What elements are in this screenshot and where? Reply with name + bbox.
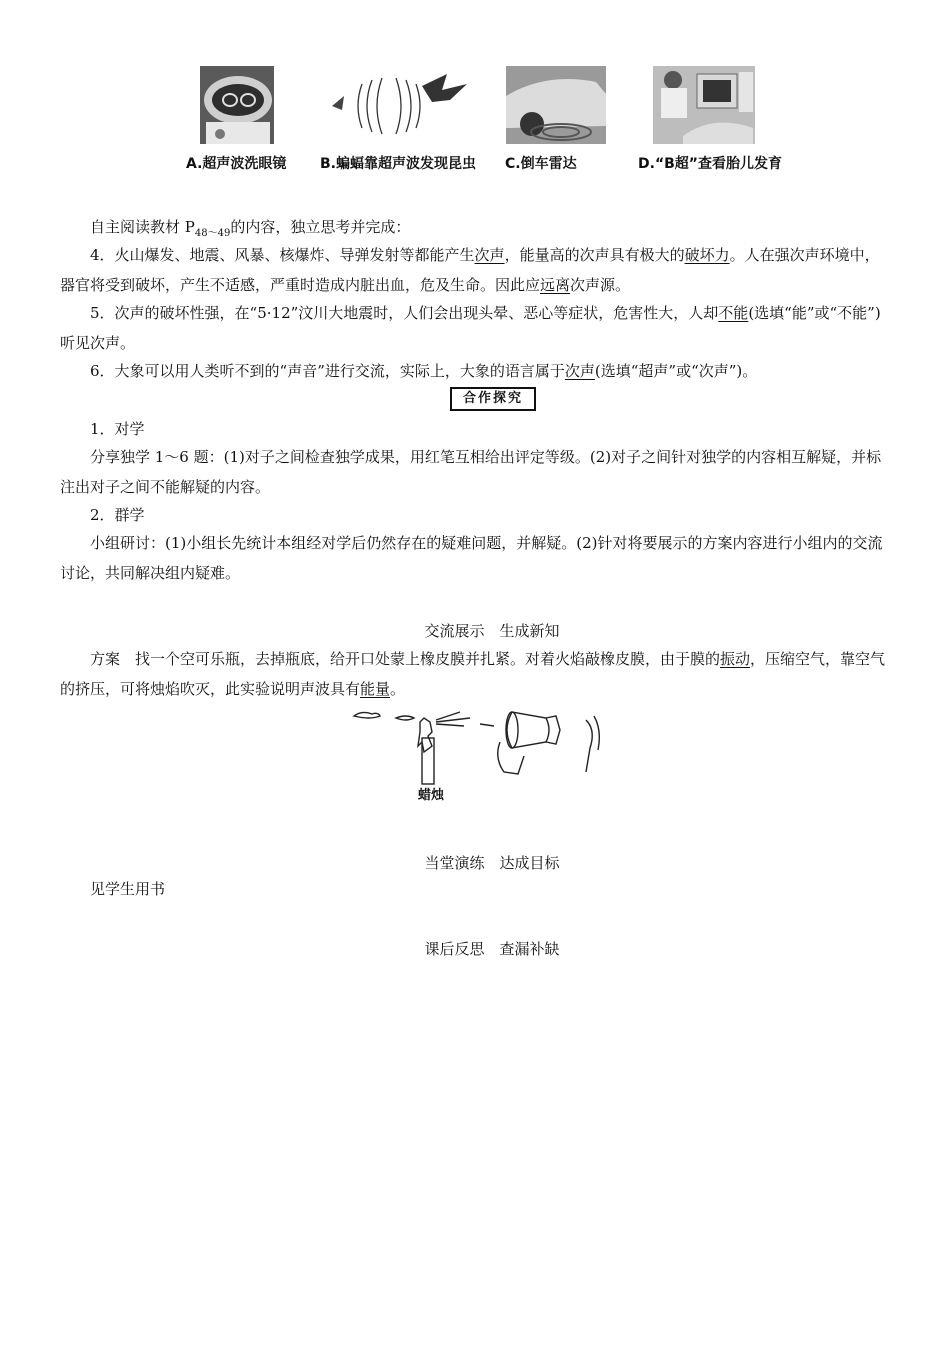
candle-experiment-illustration: [350, 702, 650, 788]
q6-text-2: (选填“超声”或“次声”)。: [594, 362, 758, 380]
question-5: [60, 298, 892, 358]
section-heading-practice: 当堂演练 达成目标: [424, 854, 560, 872]
q6-answer-1: 次声: [564, 362, 595, 380]
plan-answer-2: 能量: [360, 680, 391, 698]
see-student-book: 见学生用书: [90, 880, 166, 898]
intro-text: 自主阅读教材 P: [90, 218, 195, 236]
q5-answer-1: 不能: [718, 304, 749, 322]
qunxue-body: 小组研讨：(1)小组长先统计本组经对学后仍然存在的疑难问题，并解疑。(2)针对将要展示的方案内容进行小组内的交流讨论，共同解决组内疑难。: [60, 534, 883, 582]
q4-text-4: 次声源。: [570, 276, 631, 294]
q4-text: 4．火山爆发、地震、风暴、核爆炸、导弹发射等都能产生: [90, 246, 475, 264]
q4-answer-3: 远离: [540, 276, 571, 294]
bat-echolocation-image: [322, 66, 472, 144]
intro-page-range: 48～49: [194, 228, 231, 239]
figure-b-ultrasound: [653, 66, 755, 144]
glasses-cleaner-image: [200, 66, 274, 144]
q4-answer-1: 次声: [474, 246, 505, 264]
figure-caption-a: A.超声波洗眼镜: [186, 156, 287, 172]
plan-text: 方案 找一个空可乐瓶，去掉瓶底，给开口处蒙上橡皮膜并扎紧。对着火焰敲橡皮膜，由于膜的: [90, 650, 721, 668]
section-heading-reflection: 课后反思 查漏补缺: [424, 940, 560, 958]
q4-text-2: ，能量高的次声具有极大的: [504, 246, 685, 264]
intro-text-end: 的内容，独立思考并完成：: [230, 218, 411, 236]
question-4: [60, 240, 892, 300]
question-6: [60, 356, 892, 386]
car-radar-image: [506, 66, 606, 144]
figure-caption-b: B.蝙蝠靠超声波发现昆虫: [320, 156, 476, 172]
figure-reversing-radar: [506, 66, 606, 144]
q5-text-2: (选填“能”或“不能”)听见次声。: [60, 304, 881, 352]
plan-text-3: 。: [390, 680, 406, 698]
q4-answer-2: 破坏力: [684, 246, 730, 264]
figure-caption-c: C.倒车雷达: [505, 156, 577, 172]
q4-text-3: 。人在强次声环境中，器官将受到破坏，产生不适感，严重时造成内脏出血，危及生命。因此应: [60, 246, 880, 294]
plan-text-2: ，压缩空气，靠空气的挤压，可将烛焰吹灭，此实验说明声波具有: [60, 650, 886, 698]
experiment-plan: [60, 644, 892, 704]
candle-label: 蜡烛: [418, 788, 445, 803]
figure-bat-insect: [322, 66, 472, 144]
q5-text: 5．次声的破坏性强，在“5·12”汶川大地震时，人们会出现头晕、恶心等症状，危害性大，人却: [90, 304, 719, 322]
section-badge-cooperative: 合作探究: [450, 387, 536, 411]
candle-bottle-drawing: [350, 702, 650, 788]
ultrasound-scan-image: [653, 66, 755, 144]
section-heading-exchange: 交流展示 生成新知: [424, 622, 560, 640]
q6-text: 6．大象可以用人类听不到的“声音”进行交流，实际上，大象的语言属于: [90, 362, 565, 380]
figure-caption-d: D.“B超”查看胎儿发育: [638, 156, 783, 172]
duixue-title: 1．对学: [90, 420, 145, 438]
figure-ultrasonic-glasses: [200, 66, 274, 144]
qunxue-title: 2．群学: [90, 506, 145, 524]
plan-answer-1: 振动: [720, 650, 751, 668]
duixue-body: 分享独学 1～6 题：(1)对子之间检查独学成果，用红笔互相给出评定等级。(2)对子之间针对独学的内容相互解疑，并标注出对子之间不能解疑的内容。: [60, 448, 882, 496]
